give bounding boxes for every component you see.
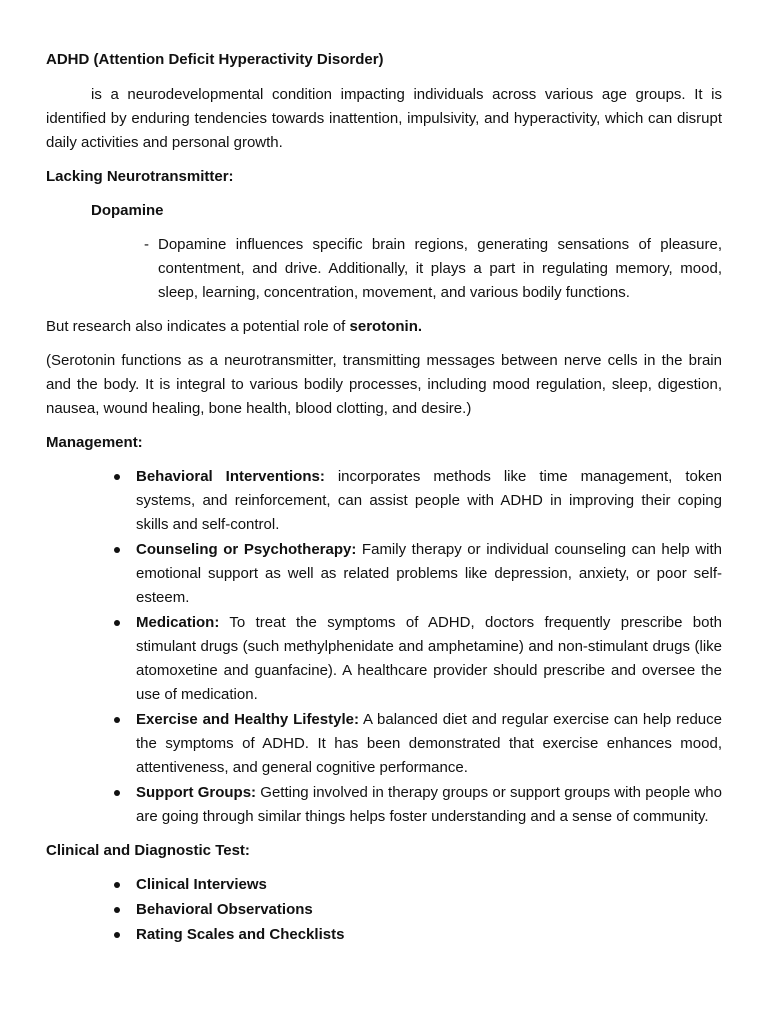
tests-heading: Clinical and Diagnostic Test: xyxy=(46,842,250,859)
list-item xyxy=(46,708,722,780)
management-heading: Management: xyxy=(46,434,143,451)
list-item xyxy=(46,873,722,897)
dopamine-description: Dopamine influences specific brain regions, generating sensations of pleasure, contentment, and drive. Additionally, it plays a part in regulating memory, mood, sleep, learning, concentration, movement, and various bodily functions. xyxy=(158,236,722,301)
serotonin-term: serotonin. xyxy=(349,318,423,335)
tests-list xyxy=(46,873,722,947)
list-item-label: Counseling or Psychotherapy: xyxy=(136,541,357,558)
test-item-label: Clinical Interviews xyxy=(136,876,267,893)
list-item-label: Medication: xyxy=(136,614,220,631)
list-item-text: To treat the symptoms of ADHD, doctors frequently prescribe both stimulant drugs (such methylphenidate and amphetamine) and non-stimulant drugs (like atomoxetine and guanfacine). A healthcare provider should prescribe and oversee the use of medication. xyxy=(136,614,722,703)
list-item-text: Family therapy or individual counseling can help with emotional support as well as related problems like depression, anxiety, or poor self-esteem. xyxy=(136,541,722,606)
dash-marker: - xyxy=(144,236,149,253)
bullet-icon xyxy=(114,547,120,553)
bullet-icon xyxy=(114,620,120,626)
dopamine-heading: Dopamine xyxy=(91,202,164,219)
dopamine-description-item xyxy=(46,233,722,305)
list-item xyxy=(46,898,722,922)
list-item xyxy=(46,923,722,947)
list-item-label: Exercise and Healthy Lifestyle: xyxy=(136,711,359,728)
serotonin-prefix: But research also indicates a potential role of xyxy=(46,318,350,335)
serotonin-line xyxy=(46,315,722,339)
test-item-label: Rating Scales and Checklists xyxy=(136,926,345,943)
serotonin-note: (Serotonin functions as a neurotransmitter, transmitting messages between nerve cells in the brain and the body. It is integral to various bodily processes, including mood regulation, sleep, digestion, nausea, wound healing, bone health, blood clotting, and desire.) xyxy=(46,352,722,417)
bullet-icon xyxy=(114,717,120,723)
bullet-icon xyxy=(114,474,120,480)
list-item-text: incorporates methods like time management, token systems, and reinforcement, can assist people with ADHD in improving their coping skills and self-control. xyxy=(136,468,723,533)
neurotransmitter-heading: Lacking Neurotransmitter: xyxy=(46,168,234,185)
intro-paragraph: is a neurodevelopmental condition impacting individuals across various age groups. It is identified by enduring tendencies towards inattention, impulsivity, and hyperactivity, which can disrupt daily activities and personal growth. xyxy=(46,86,722,151)
bullet-icon xyxy=(114,790,120,796)
bullet-icon xyxy=(114,907,120,913)
list-item-text: A balanced diet and regular exercise can help reduce the symptoms of ADHD. It has been demonstrated that exercise enhances mood, attentiveness, and general cognitive performance. xyxy=(136,711,722,776)
list-item xyxy=(46,465,722,537)
list-item-text: Getting involved in therapy groups or support groups with people who are going through similar things helps foster understanding and a sense of community. xyxy=(136,784,722,825)
list-item-label: Behavioral Interventions: xyxy=(136,468,325,485)
list-item xyxy=(46,611,722,707)
list-item-label: Support Groups: xyxy=(136,784,257,801)
test-item-label: Behavioral Observations xyxy=(136,901,313,918)
bullet-icon xyxy=(114,882,120,888)
management-list xyxy=(46,465,722,829)
list-item xyxy=(46,538,722,610)
document-title: ADHD (Attention Deficit Hyperactivity Disorder) xyxy=(46,51,384,68)
bullet-icon xyxy=(114,932,120,938)
list-item xyxy=(46,781,722,829)
